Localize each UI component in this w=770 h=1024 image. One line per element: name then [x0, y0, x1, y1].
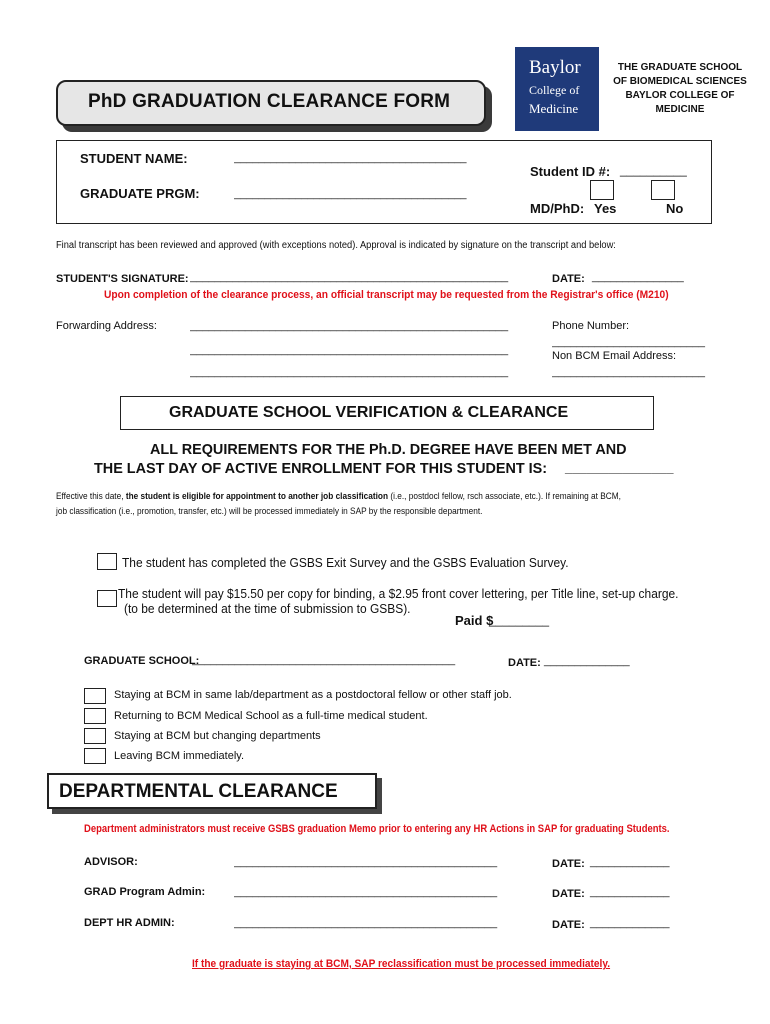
- logo-line-3: Medicine: [529, 101, 579, 116]
- effective-paragraph-line-2: job classification (i.e., promotion, transfer, etc.) will be processed immediately in SAP by the responsible department.: [56, 506, 483, 516]
- phone-field[interactable]: _________________________: [552, 336, 705, 348]
- signature-label: STUDENT'S SIGNATURE:: [56, 273, 189, 285]
- forwarding-address-line-3[interactable]: ____________________________________________________: [190, 366, 509, 378]
- option-checkbox-changing-departments[interactable]: [84, 728, 106, 744]
- effective-text-1: Effective this date,: [56, 491, 126, 501]
- email-field[interactable]: _________________________: [552, 366, 705, 378]
- graduate-program-label: GRADUATE PRGM:: [80, 186, 200, 201]
- advisor-field[interactable]: ___________________________________________: [234, 856, 498, 868]
- dept-hr-admin-label: DEPT HR ADMIN:: [84, 917, 175, 929]
- requirements-line-2: THE LAST DAY OF ACTIVE ENROLLMENT FOR THIS STUDENT IS:: [94, 460, 548, 477]
- binding-line-1: The student will pay $15.50 per copy for binding, a $2.95 front cover lettering, per Title line, set-up charge.: [118, 586, 679, 601]
- student-name-field[interactable]: ______________________________________: [234, 152, 467, 164]
- logo-line-1: Baylor: [529, 57, 581, 78]
- departmental-heading-box: [47, 773, 377, 809]
- forwarding-address-label: Forwarding Address:: [56, 320, 157, 332]
- dept-hr-admin-date-label: DATE:: [552, 919, 585, 931]
- grad-program-admin-date-field[interactable]: _____________: [590, 886, 670, 898]
- dept-hr-admin-field[interactable]: ___________________________________________: [234, 917, 498, 929]
- student-name-label: STUDENT NAME:: [80, 151, 188, 166]
- option-checkbox-leaving[interactable]: [84, 748, 106, 764]
- student-id-label: Student ID #:: [530, 164, 611, 179]
- graduate-school-date-label: DATE:: [508, 657, 541, 669]
- mdphd-yes-checkbox[interactable]: [590, 180, 614, 200]
- graduate-school-field[interactable]: ___________________________________________: [192, 654, 456, 666]
- mdphd-yes-label: Yes: [594, 201, 617, 216]
- student-id-field[interactable]: __________: [620, 163, 687, 177]
- graduate-school-label: GRADUATE SCHOOL:: [84, 655, 200, 667]
- verification-heading: GRADUATE SCHOOL VERIFICATION & CLEARANCE: [169, 404, 569, 421]
- transcript-note: Final transcript has been reviewed and approved (with exceptions noted). Approval is indicated by signature on the transcript and below:: [56, 240, 616, 251]
- registrar-note: Upon completion of the clearance process, an official transcript may be requested from the Registrar's office (M210): [104, 289, 669, 301]
- effective-text-2: (i.e., postdocl fellow, rsch associate, etc.). If remaining at BCM,: [388, 491, 621, 501]
- option-label-medical-school: Returning to BCM Medical School as a full-time medical student.: [114, 710, 428, 722]
- form-title-box: [56, 80, 486, 126]
- signature-field[interactable]: ____________________________________________________: [190, 271, 509, 283]
- memo-note: Department administrators must receive GSBS graduation Memo prior to entering any HR Actions in SAP for graduating Students.: [84, 823, 670, 835]
- verification-heading-box: [120, 396, 654, 430]
- signature-date-label: DATE:: [552, 273, 585, 285]
- grad-program-admin-label: GRAD Program Admin:: [84, 886, 206, 898]
- footer-note: If the graduate is staying at BCM, SAP reclassification must be processed immediately.: [192, 958, 611, 970]
- forwarding-address-line-1[interactable]: ____________________________________________________: [190, 320, 509, 332]
- departmental-heading: DEPARTMENTAL CLEARANCE: [59, 781, 338, 802]
- signature-date-field[interactable]: _______________: [592, 271, 684, 283]
- option-checkbox-medical-school[interactable]: [84, 708, 106, 724]
- advisor-date-field[interactable]: _____________: [590, 856, 670, 868]
- option-label-same-lab: Staying at BCM in same lab/department as a postdoctoral fellow or other staff job.: [114, 689, 512, 701]
- effective-paragraph-line-1: [56, 491, 621, 501]
- survey-item-text: The student has completed the GSBS Exit Survey and the GSBS Evaluation Survey.: [122, 555, 569, 570]
- grad-program-admin-date-label: DATE:: [552, 888, 585, 900]
- dept-hr-admin-date-field[interactable]: _____________: [590, 917, 670, 929]
- mdphd-no-checkbox[interactable]: [651, 180, 675, 200]
- survey-checkbox[interactable]: [97, 553, 117, 570]
- email-label: Non BCM Email Address:: [552, 350, 677, 362]
- option-checkbox-same-lab[interactable]: [84, 688, 106, 704]
- grad-program-admin-field[interactable]: ___________________________________________: [234, 886, 498, 898]
- effective-text-bold: the student is eligible for appointment to another job classification: [125, 491, 389, 501]
- phone-label: Phone Number:: [552, 320, 630, 332]
- option-label-changing-departments: Staying at BCM but changing departments: [114, 730, 321, 742]
- option-label-leaving: Leaving BCM immediately.: [114, 750, 245, 762]
- mdphd-no-label: No: [666, 201, 684, 216]
- school-name: THE GRADUATE SCHOOL OF BIOMEDICAL SCIENCES BAYLOR COLLEGE OF MEDICINE: [613, 62, 747, 115]
- advisor-date-label: DATE:: [552, 858, 585, 870]
- baylor-logo: [515, 47, 599, 131]
- requirements-line-1: ALL REQUIREMENTS FOR THE Ph.D. DEGREE HAVE BEEN MET AND: [150, 441, 627, 458]
- last-enrollment-date-field[interactable]: _______________: [565, 460, 674, 475]
- mdphd-label: MD/PhD:: [530, 201, 585, 216]
- paid-field[interactable]: _________: [489, 613, 550, 627]
- advisor-label: ADVISOR:: [84, 856, 138, 868]
- binding-line-2: (to be determined at the time of submission to GSBS).: [124, 601, 411, 616]
- form-title: PhD GRADUATION CLEARANCE FORM: [88, 91, 451, 112]
- graduate-program-field[interactable]: ______________________________________: [234, 188, 467, 200]
- graduate-school-date-field[interactable]: ______________: [544, 655, 630, 667]
- paid-label: Paid $: [455, 613, 494, 628]
- forwarding-address-line-2[interactable]: ____________________________________________________: [190, 344, 509, 356]
- binding-checkbox[interactable]: [97, 590, 117, 607]
- logo-line-2: College of: [529, 83, 580, 97]
